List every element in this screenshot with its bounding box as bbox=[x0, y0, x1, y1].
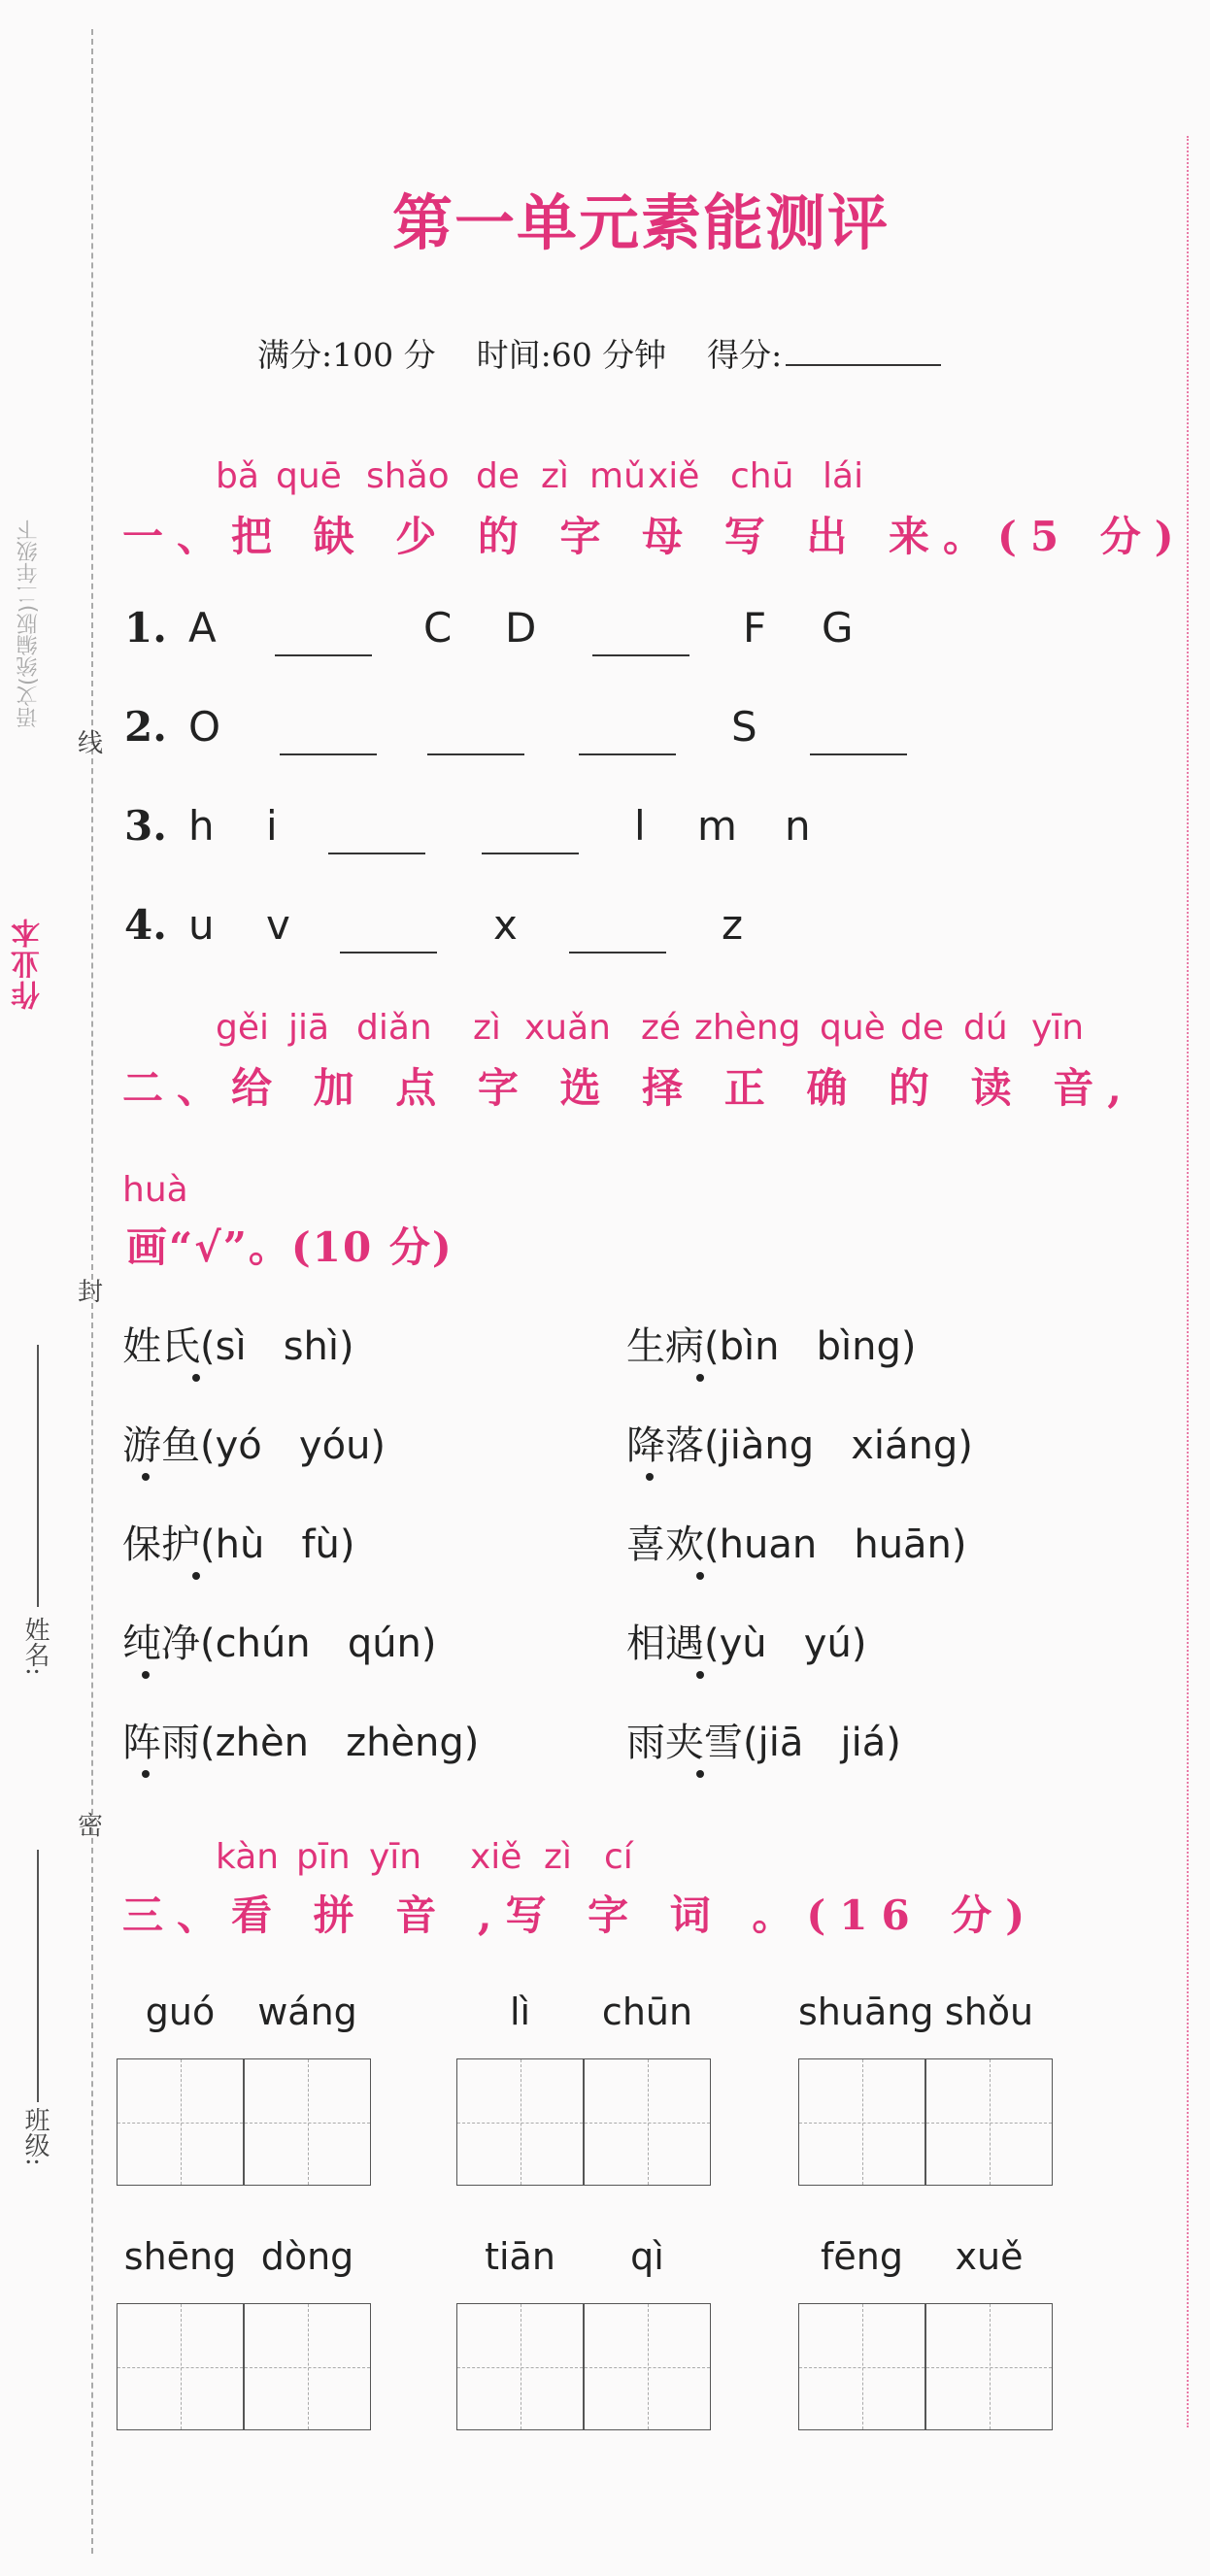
q1-row-1: 1. A C D F G bbox=[124, 604, 1095, 662]
q2-item-3: 游鱼(yó yóu) bbox=[122, 1415, 386, 1470]
section2-heading-2: 画“√”。(10 分) bbox=[126, 1223, 454, 1271]
section2-pinyin-2: huà bbox=[122, 1170, 188, 1210]
section1-heading: 一、把 缺 少 的 字 母 写 出 来。(5 分) bbox=[122, 513, 1188, 560]
q2-item-10: 雨夹雪(jiā jiá) bbox=[626, 1712, 901, 1767]
q2-item-7: 纯净(chún qún) bbox=[122, 1613, 437, 1668]
q2-item-2: 生病(bìn bìng) bbox=[626, 1316, 916, 1371]
answer-blank[interactable] bbox=[280, 753, 377, 755]
option-b[interactable]: yú bbox=[803, 1622, 852, 1666]
page-title: 第一单元素能测评 bbox=[391, 187, 890, 258]
binding-char-mi: 密 bbox=[78, 1812, 104, 1841]
option-a[interactable]: yó bbox=[215, 1423, 262, 1468]
tian-grid-box[interactable] bbox=[244, 2303, 371, 2430]
answer-blank[interactable] bbox=[810, 753, 907, 755]
name-field-label: 姓名: bbox=[20, 1617, 50, 1676]
q2-item-8: 相遇(yù yú) bbox=[626, 1613, 866, 1668]
binding-char-feng: 封 bbox=[78, 1278, 104, 1307]
score-blank[interactable] bbox=[786, 360, 941, 366]
option-b[interactable]: shì bbox=[283, 1324, 340, 1369]
option-a[interactable]: yù bbox=[719, 1622, 767, 1666]
q1-row-4: 4. u v x z bbox=[124, 901, 1095, 959]
option-b[interactable]: zhèng bbox=[346, 1721, 464, 1765]
option-b[interactable]: fù bbox=[301, 1522, 340, 1567]
q2-item-1: 姓氏(sì shì) bbox=[122, 1316, 354, 1371]
tian-grid-box[interactable] bbox=[798, 2303, 925, 2430]
answer-blank[interactable] bbox=[328, 853, 425, 854]
name-field-line[interactable] bbox=[37, 1345, 39, 1607]
answer-blank[interactable] bbox=[275, 654, 372, 656]
tian-grid-box[interactable] bbox=[584, 2303, 711, 2430]
answer-blank[interactable] bbox=[340, 952, 437, 953]
answer-blank[interactable] bbox=[427, 753, 524, 755]
option-b[interactable]: xiáng bbox=[851, 1423, 958, 1468]
answer-blank[interactable] bbox=[592, 654, 689, 656]
tian-grid-box[interactable] bbox=[117, 2058, 244, 2186]
tian-grid-box[interactable] bbox=[925, 2058, 1053, 2186]
section3-heading: 三、看 拼 音 ,写 字 词 。(16 分) bbox=[122, 1891, 1039, 1939]
class-field-line[interactable] bbox=[37, 1850, 39, 2102]
class-field-label: 班级: bbox=[20, 2107, 50, 2166]
option-a[interactable]: huan bbox=[719, 1522, 818, 1567]
option-b[interactable]: bìng bbox=[816, 1324, 901, 1369]
section2-heading: 二、给 加 点 字 选 择 正 确 的 读 音, bbox=[122, 1064, 1135, 1112]
q1-row-2: 2. O S bbox=[124, 703, 1095, 761]
tian-grid-box[interactable] bbox=[244, 2058, 371, 2186]
option-a[interactable]: zhèn bbox=[215, 1721, 309, 1765]
option-a[interactable]: sì bbox=[215, 1324, 247, 1369]
option-a[interactable]: jiā bbox=[757, 1721, 804, 1765]
option-a[interactable]: jiàng bbox=[719, 1423, 815, 1468]
answer-blank[interactable] bbox=[482, 853, 579, 854]
answer-blank[interactable] bbox=[579, 753, 676, 755]
tian-grid-box[interactable] bbox=[798, 2058, 925, 2186]
side-brand-label: 作业本 bbox=[12, 917, 46, 1010]
tian-grid-box[interactable] bbox=[456, 2303, 584, 2430]
q1-row-3: 3. h i l m n bbox=[124, 802, 1095, 860]
option-b[interactable]: qún bbox=[347, 1622, 421, 1666]
tian-grid-box[interactable] bbox=[117, 2303, 244, 2430]
option-b[interactable]: yóu bbox=[298, 1423, 371, 1468]
q2-item-6: 喜欢(huan huān) bbox=[626, 1514, 967, 1569]
q2-item-5: 保护(hù fù) bbox=[122, 1514, 355, 1569]
option-b[interactable]: jiá bbox=[840, 1721, 887, 1765]
tian-grid-box[interactable] bbox=[925, 2303, 1053, 2430]
side-subject-label: 语文(统编版)二年级下 bbox=[17, 519, 41, 728]
option-a[interactable]: chún bbox=[215, 1622, 311, 1666]
time-limit: 时间:60 分钟 bbox=[476, 336, 667, 374]
exam-meta bbox=[257, 330, 941, 376]
option-b[interactable]: huān bbox=[854, 1522, 952, 1567]
q2-item-4: 降落(jiàng xiáng) bbox=[626, 1415, 973, 1470]
q2-item-9: 阵雨(zhèn zhèng) bbox=[122, 1712, 479, 1767]
margin-dotted-line bbox=[1187, 136, 1189, 2427]
full-score: 满分:100 分 bbox=[257, 336, 436, 374]
answer-blank[interactable] bbox=[569, 952, 666, 953]
option-a[interactable]: bìn bbox=[719, 1324, 780, 1369]
option-a[interactable]: hù bbox=[215, 1522, 265, 1567]
score-label: 得分: bbox=[707, 336, 783, 374]
binding-char-xian: 线 bbox=[78, 729, 104, 758]
tian-grid-box[interactable] bbox=[584, 2058, 711, 2186]
tian-grid-box[interactable] bbox=[456, 2058, 584, 2186]
